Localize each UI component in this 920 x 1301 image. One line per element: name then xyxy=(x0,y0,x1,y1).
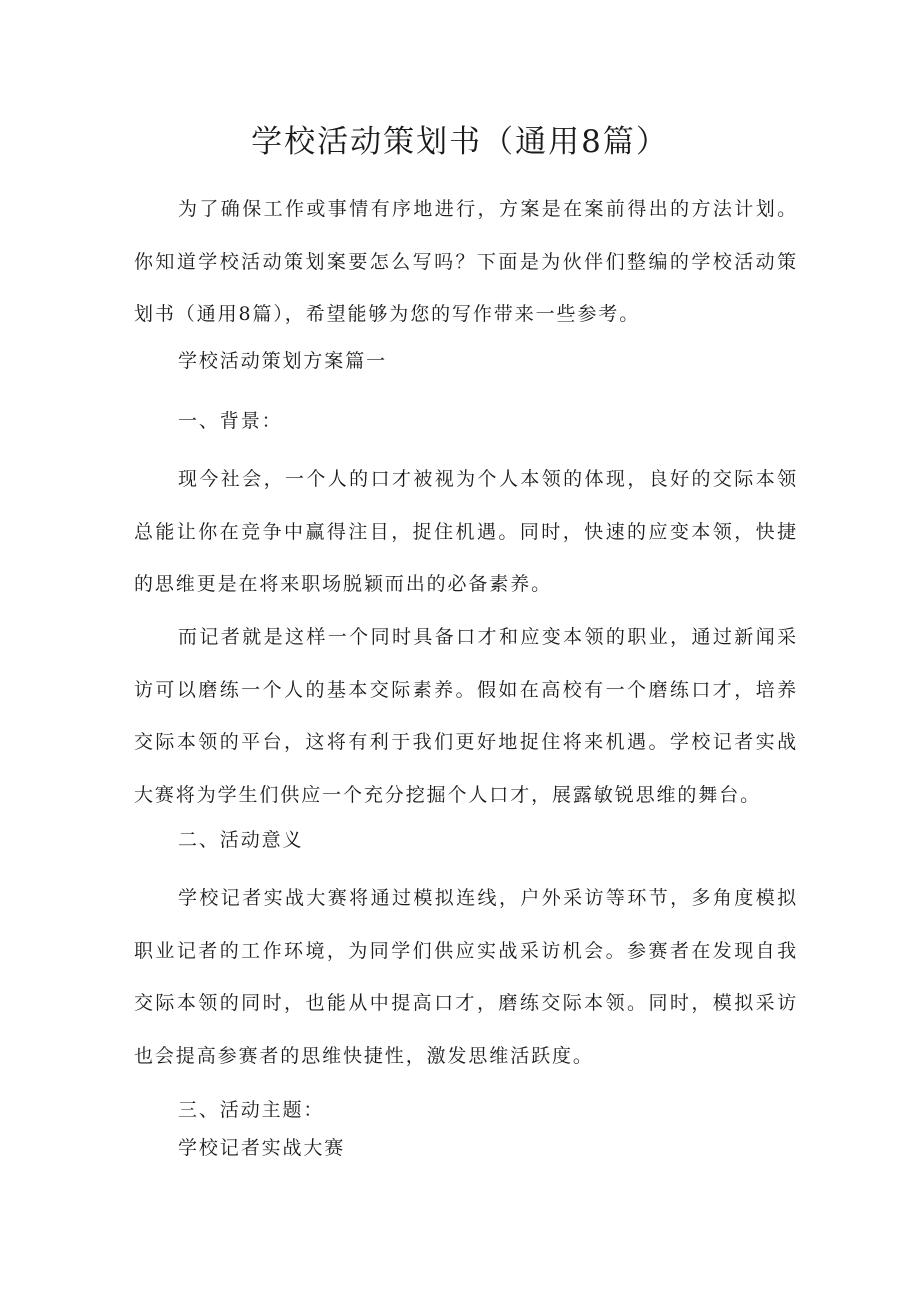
section-title: 学校活动策划方案篇一 xyxy=(178,350,388,372)
intro-paragraph: 为了确保工作或事情有序地进行，方案是在案前得出的方法计划。你知道学校活动策划案要怎么写吗？下面是为伙伴们整编的学校活动策划书（通用8篇），希望能够为您的写作带来一些参考。 xyxy=(134,198,798,326)
theme-heading: 三、活动主题： xyxy=(178,1099,325,1121)
theme-value: 学校记者实战大赛 xyxy=(178,1137,346,1159)
document-title: 学校活动策划书（通用8篇） xyxy=(251,124,669,160)
meaning-heading: 二、活动意义 xyxy=(178,829,304,851)
background-heading: 一、背景： xyxy=(178,410,283,432)
meaning-paragraph: 学校记者实战大赛将通过模拟连线，户外采访等环节，多角度模拟职业记者的工作环境，为同学们供应实战采访机会。参赛者在发现自我交际本领的同时，也能从中提高口才，磨练交际本领。同时，模拟采访也会提高参赛者的思维快捷性，激发思维活跃度。 xyxy=(134,887,798,1067)
background-paragraph-1: 现今社会，一个人的口才被视为个人本领的体现，良好的交际本领总能让你在竞争中赢得注目，捉住机遇。同时，快速的应变本领，快捷的思维更是在将来职场脱颖而出的必备素养。 xyxy=(134,468,798,596)
background-paragraph-2: 而记者就是这样一个同时具备口才和应变本领的职业，通过新闻采访可以磨练一个人的基本交际素养。假如在高校有一个磨练口才，培养交际本领的平台，这将有利于我们更好地捉住将来机遇。学校记者实战大赛将为学生们供应一个充分挖掘个人口才，展露敏锐思维的舞台。 xyxy=(134,626,798,806)
